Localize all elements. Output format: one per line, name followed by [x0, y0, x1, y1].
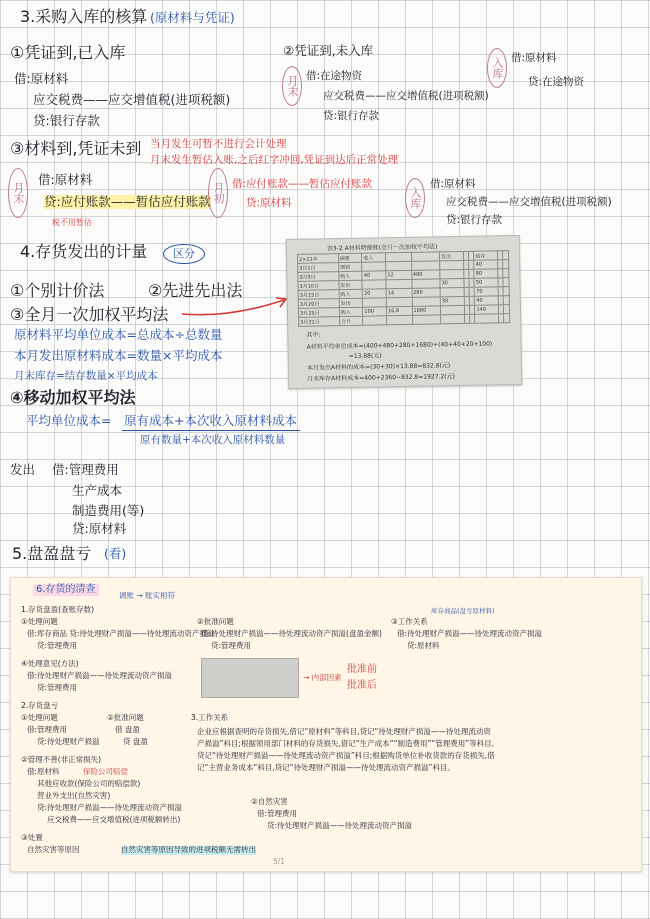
- card-c2-l1: 借:管理费用: [257, 809, 298, 818]
- photo-cell: [441, 314, 465, 323]
- photo-cell: [387, 315, 413, 324]
- card-page: 5/1: [273, 857, 286, 866]
- photo-cell: 16.8: [386, 306, 412, 315]
- photo-cell: 3月1日: [298, 263, 339, 273]
- card-title: 6.存货的清查: [33, 584, 99, 596]
- case3-note1: 当月发生可暂不进行会计处理: [150, 138, 287, 150]
- case3-credit: 贷:应付账款——暂估应付账款: [44, 194, 211, 209]
- case1-debit: 借:原材料: [14, 71, 69, 86]
- case2-tax: 应交税费——应交增值税(进项税额): [323, 90, 489, 102]
- arrow-to-photo-icon: [180, 296, 290, 320]
- method-1: ①个别计价法: [10, 281, 105, 300]
- formula-moving-left: 平均单位成本=: [26, 413, 112, 428]
- photo-cell: [363, 316, 387, 325]
- photo-cell: 140: [475, 305, 499, 314]
- photo-cell: [362, 280, 386, 289]
- photo-cell: 40: [474, 260, 498, 269]
- case3-reverse-credit: 贷:原材料: [246, 197, 292, 209]
- case3-debit: 借:原材料: [38, 172, 93, 187]
- case2-heading: ②凭证到,未入库: [283, 43, 374, 58]
- card-b2-l1: 借 盘盈: [115, 725, 140, 734]
- sec3-subtitle: (原材料与凭证): [150, 10, 235, 25]
- card-c1-l2: 保险公司赔偿: [83, 767, 128, 776]
- photo-text-5: 月末库存A材料成本=400+2360−832.8=1927.2(元): [307, 373, 455, 383]
- photo-text-3: =13.88(元): [348, 352, 382, 360]
- photo-cell: 3月25日: [298, 308, 339, 318]
- card-b-heading: 2.存货盘亏: [21, 701, 59, 710]
- card-c2: ②自然灾害: [251, 797, 288, 806]
- formula-ending: 月末库存=结存数量×平均成本: [14, 370, 158, 382]
- photo-cell: 购入: [339, 307, 363, 316]
- card-b1-l2: 贷:待处理财产损溢: [37, 737, 100, 746]
- photo-cell: [503, 278, 509, 287]
- photo-cell: 40: [362, 271, 386, 280]
- photo-cell: [503, 260, 509, 269]
- card-c1-l6: 应交税费——应交增值税(进项税额转出): [47, 815, 181, 824]
- photo-header-cell: 收入: [362, 253, 386, 262]
- photo-cell: [440, 260, 464, 269]
- card-c3-l1: 自然灾害等原因: [27, 845, 80, 854]
- photo-cell: 发出: [339, 298, 363, 307]
- issue-debit-1: 借:管理费用: [52, 462, 119, 477]
- photo-cell: [363, 298, 387, 307]
- formula-moving-num: 原有成本+本次收入原材料成本: [124, 413, 297, 428]
- case3-in-credit: 贷:银行存款: [446, 214, 503, 226]
- photo-text-2: A材料平均单位成本=(400+480+280+1680)÷(40+40+20+100): [306, 340, 493, 351]
- formula-issue-cost: 本月发出原材料成本=数量×平均成本: [14, 348, 223, 363]
- sec4-title: 4.存货发出的计量: [20, 242, 148, 261]
- photo-cell: 480: [411, 270, 440, 279]
- card-paragraph: 企业应根据查明的存货损失,借记“原材料”等科目,贷记“待处理财产损溢——待处理流动资产损溢”科目;根据领用部门材料的存货损失,借记“生产成本”“制造费用”“管理费用”等科目,贷记“待处理财产损溢——待处理流动资产损溢”科目;根据购货单位补收货款的存货损失,借记“主营业务成本”科目,贷记“待处理财产损溢——待处理流动资产损溢”科目。: [197, 727, 495, 772]
- photo-cell: 3月5日: [298, 272, 339, 282]
- sec5-title: 5.盘盈盘亏: [12, 544, 92, 563]
- photo-cell: 3月15日: [298, 290, 339, 300]
- card-c1-l5: 贷:待处理财产损溢——待处理流动资产损溢: [37, 803, 183, 812]
- photo-cell: 80: [474, 269, 498, 278]
- photo-cell: [440, 287, 464, 296]
- photo-cell: 30: [440, 296, 464, 305]
- card-red-note-1: 批准前: [347, 664, 377, 675]
- card-a3-r2: 借:待处理财产损溢——待处理流动资产损溢: [397, 629, 543, 638]
- photo-text-4: 本月发出A材料的成本=(30+30)×13.88=832.8(元): [306, 362, 451, 372]
- photo-cell: [504, 287, 510, 296]
- month-end-badge-2: 月末: [8, 168, 28, 218]
- case3-tax-note: 税不用暂估: [52, 218, 92, 227]
- photo-cell: 280: [412, 288, 441, 297]
- photo-cell: 购入: [339, 289, 363, 298]
- case1-heading: ①凭证到,已入库: [10, 43, 126, 62]
- case3-in-debit: 借:原材料: [430, 178, 476, 190]
- issue-debit-2: 生产成本: [72, 483, 123, 498]
- photo-cell: [475, 314, 499, 323]
- case1-credit: 贷:银行存款: [33, 113, 100, 128]
- photo-cell: 发出: [339, 280, 363, 289]
- card-a1: ①处理问题: [21, 617, 58, 626]
- photo-cell: 40: [475, 296, 499, 305]
- issue-credit: 贷:原材料: [72, 521, 127, 536]
- card-c1-l1: 借:原材料: [27, 767, 60, 776]
- card-b3: 3.工作关系: [191, 713, 229, 722]
- card-red-arrow: → 内部因素: [303, 673, 342, 682]
- distinguish-badge: 区分: [163, 244, 205, 264]
- photo-caption: 表3-2 A材料明细账(全月一次加权平均法): [326, 243, 438, 253]
- card-b2: ②批准问题: [107, 713, 144, 722]
- case2-credit: 贷:银行存款: [323, 110, 380, 122]
- card-a2-l1: 借:待处理财产损溢——待处理流动资产损溢(盘盈金额): [201, 629, 382, 638]
- card-a4-l1: 借:待处理财产损溢——待处理流动资产损溢: [27, 671, 173, 680]
- photo-cell: [504, 296, 510, 305]
- photo-cell: 3月10日: [298, 281, 339, 291]
- card-b2-l2: 贷 盘盈: [123, 737, 148, 746]
- issue-debit-3: 制造费用(等): [72, 503, 145, 518]
- card-a-heading: 1.存货盘盈(查账存数): [21, 605, 95, 614]
- case2b-debit: 借:原材料: [511, 52, 557, 64]
- photo-cell: 12: [386, 270, 412, 279]
- case2-debit: 借:在途物资: [306, 70, 363, 82]
- photo-cell: [440, 305, 464, 314]
- photo-header-cell: [385, 252, 411, 261]
- sec5-badge: (看): [104, 546, 127, 561]
- card-subtitle: 调账 → 账实相符: [119, 591, 176, 600]
- photo-cell: [386, 297, 412, 306]
- method-3: ③全月一次加权平均法: [10, 305, 169, 324]
- photo-cell: 70: [475, 287, 499, 296]
- case3-note2: 月末发生暂估入账,之后红字冲回,凭证到达后正常处理: [150, 154, 399, 166]
- stock-in-badge-2: 入库: [405, 178, 425, 218]
- card-c2-l2: 贷:待处理财产损溢——待处理流动资产损溢: [267, 821, 413, 830]
- photo-header-cell: 2×21年: [297, 254, 338, 264]
- photo-header-cell: 发出: [440, 251, 464, 260]
- method-4: ④移动加权平均法: [10, 388, 136, 407]
- ledger-photo: [286, 235, 523, 389]
- photo-cell: [362, 262, 386, 271]
- case2b-credit: 贷:在途物资: [528, 76, 585, 88]
- case1-tax: 应交税费——应交增值税(进项税额): [33, 92, 231, 107]
- photo-cell: 3月20日: [298, 299, 339, 309]
- card-a1-l2: 贷:管理费用: [37, 641, 78, 650]
- card-a3-r3: 贷:原材料: [407, 641, 440, 650]
- month-end-badge: 月末: [282, 66, 302, 106]
- photo-cell: 14: [386, 288, 412, 297]
- photo-cell: 100: [363, 307, 387, 316]
- issue-label: 发出: [10, 462, 36, 477]
- photo-cell: [412, 315, 441, 324]
- photo-header-cell: 摘要: [338, 253, 362, 262]
- photo-cell: [386, 279, 412, 288]
- fraction-bar: [122, 430, 300, 431]
- card-a1-l1: 借:库存商品 贷:待处理财产损溢——待处理流动资产损溢: [27, 629, 215, 638]
- photo-cell: [440, 269, 464, 278]
- photo-cell: [386, 261, 412, 270]
- card-a2-l2: 贷:管理费用: [211, 641, 252, 650]
- photo-cell: 3月31日: [299, 317, 340, 327]
- photo-header-cell: 结存: [474, 251, 498, 260]
- inventory-check-card: [10, 577, 642, 872]
- card-a3: ③工作关系: [391, 617, 428, 626]
- stock-in-badge: 入库: [487, 48, 507, 88]
- formula-avg-unit: 原材料平均单位成本=总成本÷总数量: [14, 327, 223, 342]
- photo-cell: [503, 269, 509, 278]
- card-red-note-2: 批准后: [347, 680, 377, 691]
- photo-table: [297, 250, 510, 327]
- card-a3-r1: 库存商品(盘亏原材料): [431, 607, 495, 615]
- card-a4: ④处理意见(方法): [21, 659, 79, 668]
- photo-cell: [504, 305, 510, 314]
- formula-moving-den: 原有数量+本次收入原材料数量: [140, 434, 286, 446]
- photo-cell: 30: [440, 278, 464, 287]
- case3-in-tax: 应交税费——应交增值税(进项税额): [446, 196, 612, 208]
- method-2: ②先进先出法: [148, 281, 243, 300]
- card-screenshot-1: [201, 658, 299, 698]
- case3-reverse-debit: 借:应付账款——暂估应付账款: [232, 178, 373, 190]
- photo-cell: 购入: [339, 271, 363, 280]
- card-b1-l1: 借:管理费用: [27, 725, 68, 734]
- card-footer-note: 自然灾害等原因导致的进项税额无需转出: [121, 845, 256, 854]
- card-a4-l2: 贷:管理费用: [37, 683, 78, 692]
- card-c1-l4: 营业外支出(自然灾害): [37, 791, 111, 800]
- card-b1: ①处理问题: [21, 713, 58, 722]
- photo-cell: 期初: [338, 262, 362, 271]
- photo-cell: 1680: [412, 306, 441, 315]
- photo-cell: [504, 314, 510, 323]
- card-c1-l3: 其他应收款(保险公司的赔偿款): [37, 779, 141, 788]
- card-a2: ②批准问题: [197, 617, 234, 626]
- case3-heading: ③材料到,凭证未到: [10, 139, 142, 158]
- photo-header-cell: [503, 251, 509, 260]
- photo-text-1: 其中:: [306, 331, 321, 339]
- card-c1: ②管理不善(非正常损失): [21, 755, 102, 764]
- photo-cell: 50: [474, 278, 498, 287]
- photo-cell: 20: [362, 289, 386, 298]
- sec3-title: 3.采购入库的核算: [20, 7, 148, 26]
- photo-cell: 合计: [339, 316, 363, 325]
- month-begin-badge: 月初: [208, 168, 228, 218]
- card-c3: ③处置: [21, 833, 43, 842]
